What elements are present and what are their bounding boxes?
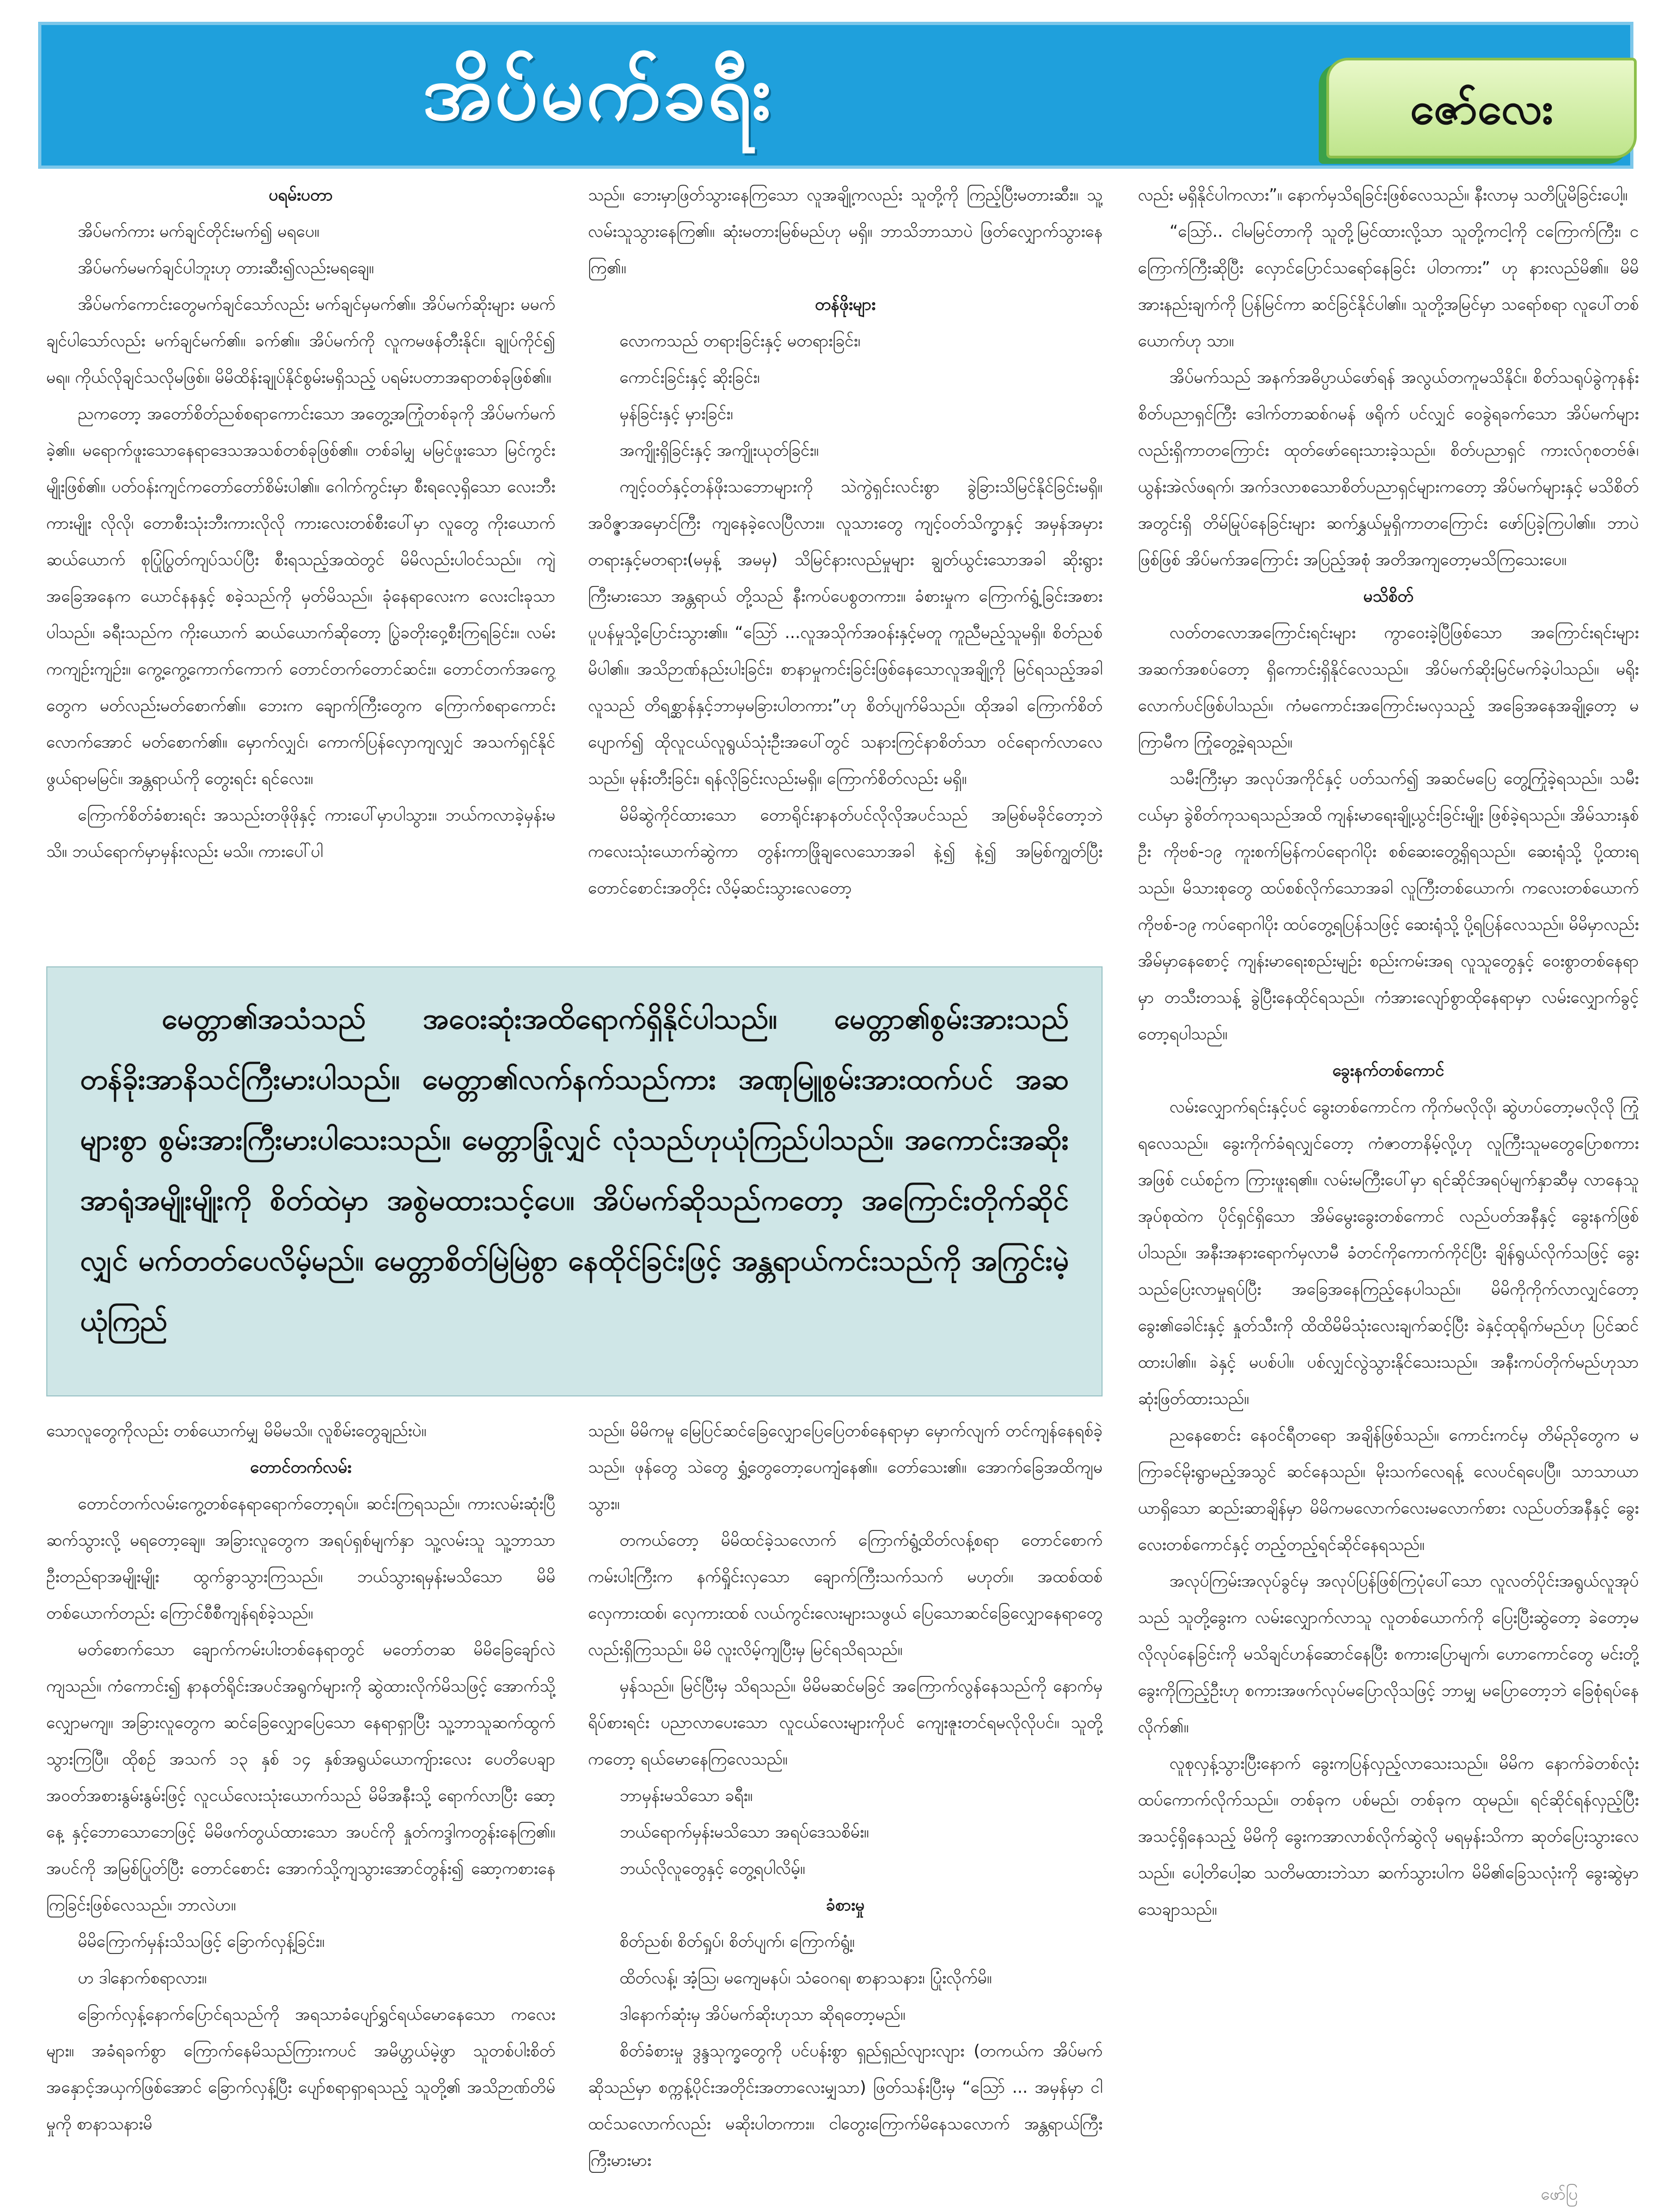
paragraph: လူစုလှန့်သွားပြီးနောက် ခွေးကပြန်လှည့်လာသေးသည်။ မိမိက နောက်ခဲတစ်လုံး ထပ်ကောက်လိုက်သည်။ တစ်ခုက ပစ်မည်၊ တစ်ခုက ထုမည်။ ရင်ဆိုင်ရန်လှည့်ပြီး အသင့်ရှိနေသည့် မိမိကို ခွေးကအာလာစ်လိုက်ဆွဲလို မရမှန်းသိကာ ဆုတ်ပြေးသွားလေသည်။ ပေါ့တိပေါ့ဆ သတိမထားဘဲသာ ဆက်သွားပါက မိမိ၏ခြေသလုံးကို ခွေးဆွဲမှာ သေချာသည်။	[1138, 1754, 1639, 1919]
paragraph: သမီးကြီးမှာ အလုပ်အကိုင်နှင့် ပတ်သက်၍ အဆင်မပြေ တွေ့ကြုံခဲ့ရသည်။ သမီးငယ်မှာ ခွဲစိတ်ကုသရသည်အထိ ကျန်းမာရေးချို့ယွင်းခြင်းမျိုး ဖြစ်ခဲ့ရသည်။ အိမ်သားနှစ်ဦး ကိုဗစ်-၁၉ ကူးစက်မြန်ကပ်ရောဂါပိုး စစ်ဆေးတွေ့ရှိရသည်။ ဆေးရုံသို့ ပို့ထားရသည်။ မိသားစုတွေ ထပ်စစ်လိုက်သောအခါ လူကြီးတစ်ယောက်၊ ကလေးတစ်ယောက် ကိုဗစ်-၁၉ ကပ်ရောဂါပိုး ထပ်တွေ့ရပြန်သဖြင့် ဆေးရုံသို့ ပို့ရပြန်လေသည်။ မိမိမှာလည်း အိမ်မှာနေစောင့် ကျန်းမာရေးစည်းမျဉ်း စည်းကမ်းအရ လူသူတွေနှင့် ဝေးစွာတစ်နေရာမှာ တသီးတသန့် ခွဲပြီးနေထိုင်ရသည်။ ကံအားလျော်စွာထိုနေရာမှာ လမ်းလျှောက်ခွင့်တော့ရပါသည်။	[1138, 769, 1639, 1044]
column-3	[1138, 177, 1639, 2191]
paragraph: သည်။ မိမိကမူ မြေပြင်ဆင်ခြေလျှောပြေပြေတစ်နေရာမှာ မှောက်လျက် တင်ကျန်နေရစ်ခဲ့သည်။ ဖုန်တွေ သဲတွေ ရွှံ့တွေတော့ပေကျံနေ၏။ တော်သေး၏။ အောက်ခြေအထိကျမသွား။	[588, 1421, 1103, 1514]
paragraph: လတ်တလောအကြောင်းရင်းများ ကွာဝေးခဲ့ပြီဖြစ်သော အကြောင်းရင်းများ အဆက်အစပ်တော့ ရှိကောင်းရှိနိုင်လေသည်။ အိပ်မက်ဆိုးမြင်မက်ခဲ့ပါသည်။ မရိုးလောက်ပင်ဖြစ်ပါသည်။ ကံမကောင်းအကြောင်းမလှသည့် အခြေအနေအချို့တော့ မကြာမီက ကြုံတွေ့ခဲ့ရသည်။	[1138, 623, 1639, 752]
author-tag	[1326, 58, 1637, 158]
column-2-continued	[588, 1413, 1103, 2197]
paragraph: အိပ်မက်ကောင်းတွေမက်ချင်သော်လည်း မက်ချင်မှမက်၏။ အိပ်မက်ဆိုးများ မမက်ချင်ပါသော်လည်း မက်ချင်မက်၏။ ခက်၏။ အိပ်မက်ကို လူကမဖန်တီးနိုင်။ ချုပ်ကိုင်၍ မရ။ ကိုယ်လိုချင်သလိုမဖြစ်။ မိမိထိန်းချုပ်နိုင်စွမ်းမရှိသည့် ပရမ်းပတာအရာတစ်ခုဖြစ်၏။	[46, 295, 555, 387]
list-item: လောကသည် တရားခြင်းနှင့် မတရားခြင်း၊	[620, 332, 861, 351]
paragraph: တောင်တက်လမ်းကွေ့တစ်နေရာရောက်တော့ရပ်။ ဆင်းကြရသည်။ ကားလမ်းဆုံးပြီ ဆက်သွားလို့ မရတော့ချေ။ အခြားလူတွေက အရပ်ရှစ်မျက်နှာ သူ့လမ်းသူ သူ့ဘာသာဦးတည်ရာအမျိုးမျိုး ထွက်ခွာသွားကြသည်။ ဘယ်သွားရမှန်းမသိသော မိမိတစ်ယောက်တည်း ကြောင်စီစီကျန်ရစ်ခဲ့သည်။	[46, 1494, 555, 1623]
paragraph: တကယ်တော့ မိမိထင်ခဲ့သလောက် ကြောက်ရွံ့ထိတ်လန့်စရာ တောင်စောက် ကမ်းပါးကြီးက နက်ရှိုင်းလှသော ချောက်ကြီးသက်သက် မဟုတ်။ အထစ်ထစ် လှေကားထစ်၊ လှေကားထစ် လယ်ကွင်းလေးများသဖွယ် ပြေသောဆင်ခြေလျှောနေရာတွေလည်းရှိကြသည်။ မိမိ လူးလိမ့်ကျပြီးမှ မြင်ရသိရသည်။	[588, 1531, 1103, 1659]
section-heading: တောင်တက်လမ်း	[250, 1458, 352, 1477]
paragraph: စိတ်ခံစားမှု ဒွန္ဒသုက္ခတွေကို ပင်ပန်းစွာ ရှည်ရှည်လျားလျား (တကယ်က အိပ်မက်ဆိုသည်မှာ စက္ကန့်ပိုင်းအတိုင်းအတာလေးမျှသာ) ဖြတ်သန်းပြီးမှ “ဩော် ... အမှန်မှာ ငါထင်သလောက်လည်း မဆိုးပါတကား။ ငါတွေးကြောက်မိနေသလောက် အန္တရာယ်ကြီးကြီးမားမား	[588, 2042, 1103, 2170]
paragraph: လည်း မရှိနိုင်ပါကလား”။ နောက်မှသိရခြင်းဖြစ်လေသည်။ နီးလာမှ သတိပြုမိခြင်းပေါ့။	[1138, 186, 1628, 205]
column-1-continued	[46, 1413, 555, 2197]
section-heading: မသိစိတ်	[1363, 587, 1414, 606]
list-item: ဘယ်လိုလူတွေနှင့် တွေ့ရပါလိမ့်။	[620, 1859, 805, 1878]
column-1	[46, 177, 555, 961]
paragraph: ကျင့်ဝတ်နှင့်တန်ဖိုးသဘောများကို သဲကွဲရှင်းလင်းစွာ ခွဲခြားသိမြင်နိုင်ခြင်းမရှိ။ အဝိဇ္ဇာအမှောင်ကြီး ကျနေခဲ့လေပြီလား။ လူသားတွေ ကျင့်ဝတ်သိက္ခာနှင့် အမှန်အမှား တရားနှင့်မတရား(မမှန့် အမမှ) သိမြင်နားလည်မှုများ ချွတ်ယွင်းသောအခါ ဆိုးရွားကြီးမားသော အန္တရာယ် တို့သည် နီးကပ်ပေစွတကား။ ခံစားမှုက ကြောက်ရွံ့ခြင်းအစား ပူပန်မှုသို့ပြောင်းသွား၏။ “ဩော် ...လူအသိုက်အဝန်းနှင့်မတူ ကူညီမည့်သူမရှိ။ စိတ်ညစ်မိပါ၏။ အသိဉာဏ်နည်းပါးခြင်း၊ စာနာမှုကင်းခြင်းဖြစ်နေသောလူအချို့ကို မြင်ရသည့်အခါ လူသည် တိရစ္ဆာန်နှင့်ဘာမှမခြားပါတကား”ဟု စိတ်ပျက်မိသည်။ ထိုအခါ ကြောက်စိတ်ပျောက်၍ ထိုလူငယ်လူရွယ်သုံးဦးအပေါ်တွင် သနားကြင်နာစိတ်သာ ဝင်ရောက်လာလေသည်။ မုန်းတီးခြင်း၊ ရန်လိုခြင်းလည်းမရှိ။ ကြောက်စိတ်လည်း မရှိ။	[588, 477, 1103, 788]
paragraph: အလုပ်ကြမ်းအလုပ်ခွင်မှ အလုပ်ပြန်ဖြစ်ကြပုံပေါ်သော လူလတ်ပိုင်းအရွယ်လူအုပ်သည် သူတို့ခွေးက လမ်းလျှောက်လာသူ လူတစ်ယောက်ကို ပြေးပြီးဆွဲတော့ ခဲတော့မလိုလုပ်နေခြင်းကို မသိချင်ဟန်ဆောင်နေပြီး စကားပြောမျက်၊ ဟောကောင်တွေ မင်းတို့ခွေးကိုကြည့်ဦးဟု စကားအဖက်လုပ်မပြောလိုသဖြင့် ဘာမျှ မပြောတော့ဘဲ ခြေစုံရပ်နေလိုက်၏။	[1138, 1572, 1639, 1737]
list-item: မှန်ခြင်းနှင့် မှားခြင်း၊	[620, 405, 733, 424]
paragraph: စိတ်ညစ်၊ စိတ်ရှုပ်၊ စိတ်ပျက်၊ ကြောက်ရွံ့။	[620, 1932, 855, 1951]
paragraph: လမ်းလျှောက်ရင်းနှင့်ပင် ခွေးတစ်ကောင်က ကိုက်မလိုလို၊ ဆွဲဟပ်တော့မလိုလို ကြုံရလေသည်။ ခွေးကိုက်ခံရလျှင်တော့ ကံဇာတာနိမ့်လို့ဟု လူကြီးသူမတွေပြောစကားအဖြစ် ငယ်စဉ်က ကြားဖူးရ၏။ လမ်းမကြီးပေါ်မှာ ရင်ဆိုင်အရပ်မျက်နှာဆီမှ လာနေသူ အုပ်စုထဲက ပိုင်ရှင်ရှိသော အိမ်မွေးခွေးတစ်ကောင် လည်ပတ်အနီနှင့် ခွေးနက်ဖြစ်ပါသည်။ အနီးအနားရောက်မှလာမီ ခံတင်ကိုကောက်ကိုင်ပြီး ချိန်ရွယ်လိုက်သဖြင့် ခွေးသည်ပြေးလာမှုရပ်ပြီး အခြေအနေကြည့်နေပါသည်။ မိမိကိုကိုက်လာလျှင်တော့ ခွေး၏ခေါင်းနှင့် နှုတ်သီးကို ထိထိမိမိသုံးလေးချက်ဆင့်ပြီး ခဲနှင့်ထုရိုက်မည်ဟု ပြင်ဆင်ထားပါ၏။ ခဲနှင့် မပစ်ပါ။ ပစ်လျှင်လွဲသွားနိုင်သေးသည်။ အနီးကပ်တိုက်မည်ဟုသာ ဆုံးဖြတ်ထားသည်။	[1138, 1098, 1639, 1408]
paragraph: ထိတ်လန့်၊ အံ့ဩ၊ မကျေမနပ်၊ သံဝေဂရ၊ စာနာသနား၊ ပြုံးလိုက်မိ။	[620, 1969, 992, 1988]
paragraph: သောလူတွေကိုလည်း တစ်ယောက်မျှ မိမိမသိ။ လူစိမ်းတွေချည်းပဲ။	[46, 1421, 427, 1441]
paragraph: မတ်စောက်သော ချောက်ကမ်းပါးတစ်နေရာတွင် မတော်တဆ မိမိခြေချော်လဲကျသည်။ ကံကောင်း၍ နာနတ်ရိုင်းအပင်အရွက်များကို ဆွဲထားလိုက်မိသဖြင့် အောက်သို့ လျှောမကျ။ အခြားလူတွေက ဆင်ခြေလျှောပြေသော နေရာရှာပြီး သူ့ဘာသူဆက်ထွက်သွားကြပြီ။ ထိုစဉ် အသက် ၁၃ နှစ် ၁၄ နှစ်အရွယ်ယောကျ်ားလေး ပေတိပေချာ အဝတ်အစားနွမ်းနွမ်းဖြင့် လူငယ်လေးသုံးယောက်သည် မိမိအနီးသို့ ရောက်လာပြီး ဆော့နေ့ နှင့်ဘောသောဘေဖြင့် မိမိဖက်တွယ်ထားသော အပင်ကို နှုတ်ကဒ္ဒါကတွန်းနေကြ၏။ အပင်ကို အမြစ်ပြုတ်ပြီး တောင်စောင်း အောက်သို့ကျသွားအောင်တွန်း၍ ဆော့ကစားနေကြခြင်းဖြစ်လေသည်။ ဘာလဲဟ။	[46, 1640, 555, 1915]
pull-quote	[46, 966, 1103, 1396]
list-item: ကောင်းခြင်းနှင့် ဆိုးခြင်း၊	[620, 368, 760, 387]
watermark: ဖော်ပြ	[1541, 2185, 1578, 2204]
paragraph: ဟ ဒါနောက်စရာလား။	[78, 1969, 207, 1988]
paragraph: အိပ်မက်မမက်ချင်ပါဘူးဟု တားဆီး၍လည်းမရချေ။	[78, 259, 374, 278]
list-item: ဘယ်ရောက်မှန်းမသိသော အရပ်ဒေသစိမ်း။	[620, 1823, 869, 1842]
section-heading: ခံစားမှု	[826, 1896, 865, 1915]
paragraph: ဒါနောက်ဆုံးမှ အိပ်မက်ဆိုးဟုသာ ဆိုရတော့မည်။	[620, 2005, 905, 2024]
paragraph: မိမိဆွဲကိုင်ထားသော တောရိုင်းနာနတ်ပင်လိုလိုအပင်သည် အမြစ်မခိုင်တော့ဘဲ ကလေးသုံးယောက်ဆွဲကာ တွန်းကာဖြိုချလေသောအခါ နဲ့၍ နဲ့၍ အမြစ်ကျွတ်ပြီး တောင်စောင်းအတိုင်း လိမ့်ဆင်းသွားလေတော့	[588, 806, 1103, 898]
article-title: အိပ်မက်ခရီး	[423, 48, 774, 137]
paragraph: အိပ်မက်ကား မက်ချင်တိုင်းမက်၍ မရပေ။	[78, 222, 320, 241]
list-item: အကျိုးရှိခြင်းနှင့် အကျိုးယုတ်ခြင်း။	[620, 441, 819, 460]
paragraph: မိမိကြောက်မှန်းသိသဖြင့် ခြောက်လှန့်ခြင်း။	[78, 1932, 325, 1951]
list-item: ဘာမှန်းမသိသော ခရီး။	[620, 1786, 753, 1805]
paragraph: မှန်သည်။ မြင်ပြီးမှ သိရသည်။ မိမိမဆင်မခြင် အကြောက်လွန်နေသည်ကို နောက်မှရိပ်စားရင်း ပညာလာပေးသော လူငယ်လေးများကိုပင် ကျေးဇူးတင်ရမလိုလိုပင်။ သူတို့ကတော့ ရယ်မောနေကြလေသည်။	[588, 1677, 1103, 1769]
column-2	[588, 177, 1103, 961]
paragraph: ကြောက်စိတ်ခံစားရင်း အသည်းတဖိုဖိုနှင့် ကားပေါ်မှာပါသွား။ ဘယ်ကလာခဲ့မှန်းမသိ။ ဘယ်ရောက်မှာမှန်းလည်း မသိ။ ကားပေါ်ပါ	[46, 806, 555, 861]
paragraph: သည်။ ဘေးမှာဖြတ်သွားနေကြသော လူအချို့ကလည်း သူတို့ကို ကြည့်ပြီးမတားဆီး။ သူ့လမ်းသူသွားနေကြ၏။ ဆုံးမတားမြစ်မည်ဟု မရှိ။ ဘာသိဘာသာပဲ ဖြတ်လျှောက်သွားနေကြ၏။	[588, 186, 1103, 278]
section-heading: တန်ဖိုးများ	[815, 295, 876, 314]
title-banner	[38, 22, 1633, 169]
paragraph: ညကတော့ အတော်စိတ်ညစ်စရာကောင်းသော အတွေ့အကြုံတစ်ခုကို အိပ်မက်မက်ခဲ့၏။ မရောက်ဖူးသောနေရာဒေသအသစ်တစ်ခုဖြစ်၏။ တစ်ခါမျှ မမြင်ဖူးသော မြင်ကွင်းမျိုးဖြစ်၏။ ပတ်ဝန်းကျင်ကတော်တော်စိမ်းပါ၏။ ဂေါက်ကွင်းမှာ စီးရလေ့ရှိသော လေးဘီးကားမျိုး လိုလို၊ တောစီးသုံးဘီးကားလိုလို ကားလေးတစ်စီးပေါ်မှာ လူတွေ ကိုးယောက်ဆယ်ယောက် စုပြုံပြွတ်ကျပ်သပ်ပြီး စီးရသည့်အထဲတွင် မိမိလည်းပါဝင်သည်။ ကျဲအခြေအနေက ယောင်နနနှင့် စခဲ့သည်ကို မှတ်မိသည်။ ခုံနေရာလေးက လေးငါးခုသာပါသည်။ ခရီးသည်က ကိုးယောက် ဆယ်ယောက်ဆိုတော့ ပြွဲခတိုးဝှေ့စီးကြရခြင်း။ လမ်းကကျဉ်းကျဉ်း။ ကွေ့ကွေ့ကောက်ကောက် တောင်တက်တောင်ဆင်း။ တောင်တက်အကွေ့တွေက မတ်လည်းမတ်စောက်၏။ ဘေးက ချောက်ကြီးတွေက ကြောက်စရာကောင်းလောက်အောင် မတ်စောက်၏။ မှောက်လျှင်၊ ကောက်ပြန်လှောကျလျှင် အသက်ရှင်နိုင်ဖွယ်ရာမမြင်။ အန္တရာယ်ကို တွေးရင်း ရင်လေး။	[46, 405, 555, 788]
section-heading: ခွေးနက်တစ်ကောင်	[1332, 1061, 1444, 1080]
paragraph: ခြောက်လှန့်နောက်ပြောင်ရသည်ကို အရသာခံပျော်ရွှင်ရယ်မောနေသော ကလေးများ။ အခံရခက်စွာ ကြောက်နေမိသည်ကြားကပင် အမိဟ္တယ်မဲ့ဖွာ သူတစ်ပါးစိတ်အနှောင့်အယှက်ဖြစ်အောင် ခြောက်လှန့်ပြီး ပျော်စရာရှာရသည့် သူတို့၏ အသိဉာဏ်တိမ်မှုကို စာနာသနားမိ	[46, 2005, 555, 2134]
section-heading: ပရမ်းပတာ	[268, 186, 333, 205]
paragraph: အိပ်မက်သည် အနက်အဓိပ္ပာယ်ဖော်ရန် အလွယ်တကူမသိနိုင်။ စိတ်သရုပ်ခွဲကုနန်း စိတ်ပညာရှင်ကြီး ဒေါက်တာဆစ်ဂမန် ဖရိုက် ပင်လျှင် ဝေခွဲရခက်သော အိပ်မက်များလည်းရှိကာတကြောင်း ထုတ်ဖော်ရေးသားခဲ့သည်။ စိတ်ပညာရှင် ကားလ်ဂုစတဗ်ဇ်၊ ယွန်းအဲလ်ဖရက်၊ အက်ဒလာစသောစိတ်ပညာရှင်များကတော့ အိပ်မက်များနှင့် မသိစိတ်အတွင်းရှိ တိမ်မြုပ်နေခြင်းများ ဆက်နွှယ်မှုရှိကာတကြောင်း ဖော်ပြခဲ့ကြပါ၏။ ဘာပဲဖြစ်ဖြစ် အိပ်မက်အကြောင်း အပြည့်အစုံ အတိအကျတော့မသိကြသေးပေ။	[1138, 368, 1639, 569]
author-name: ဇော်လေး	[1410, 83, 1553, 134]
paragraph: “ဩော်.. ငါမမြင်တာကို သူတို့မြင်ထားလို့သာ သူတို့ကငါ့ကို ငကြောက်ကြီး၊ ငကြောက်ကြီးဆိုပြီး လှောင်ပြောင်သရော်နေခြင်း ပါတကား” ဟု နားလည်မိ၏။ မိမိအားနည်းချက်ကို ပြန်မြင်ကာ ဆင်ခြင်နိုင်ပါ၏။ သူတို့အမြင်မှာ သရော်စရာ လူပေါ်တစ်ယောက်ဟု သာ။	[1138, 222, 1639, 351]
paragraph: ညနေစောင်း နေဝင်ရီတရော အချိန်ဖြစ်သည်။ ကောင်းကင်မှ တိမ်ညိုတွေက မကြာခင်မိုးရွာမည့်အသွင် ဆင်နေသည်။ မိုးသက်လေရန့် လေပင်ရပေပြီ။ သာသာယာယာရှိသော ဆည်းဆာချိန်မှာ မိမိကမလောက်လေးမလောက်စား လည်ပတ်အနီနှင့် ခွေးလေးတစ်ကောင်နှင့် တည့်တည့်ရင်ဆိုင်နေရသည်။	[1138, 1426, 1639, 1554]
pull-quote-text: မေတ္တာ၏အသံသည် အဝေးဆုံးအထိရောက်ရှိနိုင်ပါသည်။ မေတ္တာ၏စွမ်းအားသည် တန်ခိုးအာနိသင်ကြီးမားပါသည်။ မေတ္တာ၏လက်နက်သည်ကား အဏုမြူစွမ်းအားထက်ပင် အဆများစွာ စွမ်းအားကြီးမားပါသေးသည်။ မေတ္တာခြုံလျှင် လုံသည်ဟုယုံကြည်ပါသည်။ အကောင်းအဆိုး အာရုံအမျိုးမျိုးကို စိတ်ထဲမှာ အစွဲမထားသင့်ပေ။ အိပ်မက်ဆိုသည်ကတော့ အကြောင်းတိုက်ဆိုင်လျှင် မက်တတ်ပေလိမ့်မည်။ မေတ္တာစိတ်မြဲမြဲစွာ နေထိုင်ခြင်းဖြင့် အန္တရာယ်ကင်းသည်ကို အကြွင်းမဲ့ယုံကြည်	[80, 1003, 1069, 1338]
